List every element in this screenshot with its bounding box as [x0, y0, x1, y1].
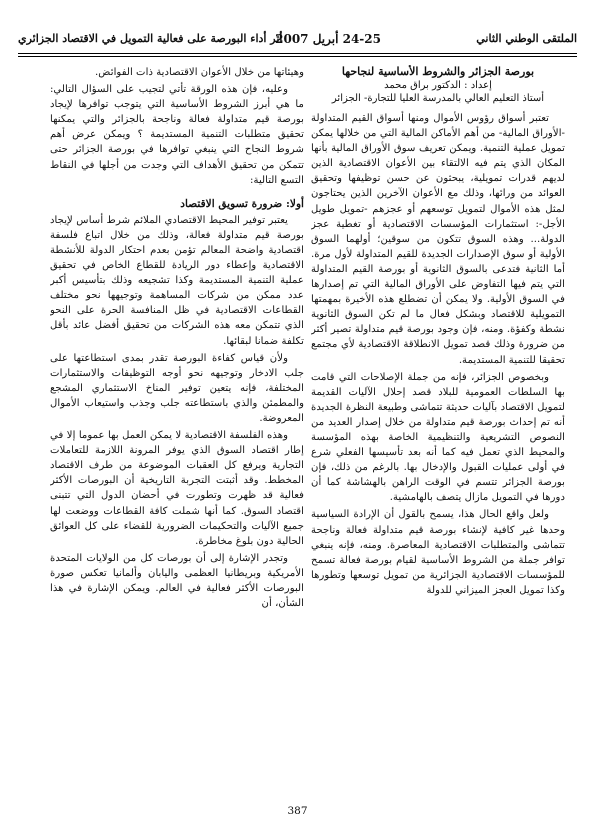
- header-date: 24-25 أبريل 2007: [275, 32, 381, 46]
- section-heading: أولا: ضرورة تسويق الاقتصاد: [180, 197, 304, 210]
- paragraph: يعتبر توفير المحيط الاقتصادي الملائم شرط أساس لإيجاد بورصة قيم متداولة فعالة، وذلك من خلال اتباع فلسفة اقتصادية واضحة المعالم تؤمن بعدم احتكار الدولة للأنشطة الاقتصادية وإعطاء دور الريادة للقطاع الخاص في تحقيق عملية التنمية المستديمة وكذا تشجيعه وذلك بتأسيس أكبر عدد ممكن من شركات المساهمة وتوجيهها نحو مختلف القطاعات الاقتصادية في ظل المنافسة الحرة على النحو الذي تتمكن معه هذه الشركات من تحقيق أفضل عائد بأقل تكلفة ضمانا لبقائها.: [50, 214, 304, 347]
- article-title: بورصة الجزائر والشروط الأساسية لنجاحها: [341, 65, 535, 78]
- header-topic: أثر أداء البورصة على فعالية التمويل في الاقتصاد الجزائري: [18, 32, 283, 45]
- author-line: إعداد : الدكتور براق محمد: [384, 80, 492, 91]
- right-column: [311, 65, 565, 825]
- left-column: [50, 65, 304, 825]
- paragraph: وهيئاتها من خلال الأعوان الاقتصادية ذات الفوائض.: [95, 67, 304, 78]
- paragraph: تعتبر أسواق رؤوس الأموال ومنها أسواق القيم المتداولة -الأوراق المالية- من أهم الأماكن المالية التي من خلالها يمكن تمويل عملية التنمية. ويمكن تعريف سوق الأوراق المالية بأنها المكان الذي يتم فيه الالتقاء بين الأعوان الاقتصادية الذين لديهم قدرات تمويلية، يبحثون عن حسن توظيفها وتحقيق العوائد من ورائها، وذلك مع الأعوان الآخرين الذين يحتاجون لمثل هذه الأموال لتمويل توسعهم أو عجزهم -تمويل طويل الأجل-: استثمارات المؤسسات الاقتصادية أو تغطية عجز الدولة... وهذه السوق تتكون من سوقين؛ أولهما السوق الأولية أو سوق الإصدارات الجديدة للقيم المتداولة لأول مرة. أما الثانية فتدعى بالسوق الثانوية أو بورصة القيم المتداولة التي يتم فيها التفاوض على الأوراق المالية التي تم إصدارها في السوق الأولية. ولا يمكن أن تضطلع هذه الأخيرة بمهمتها التمويلية للاقتصاد وبشكل فعال ما لم تكن السوق الثانوية نشطة وكفؤة. ومنه، فإن وجود بورصة قيم متداولة تصير أكثر من ضرورة وذلك قصد تمويل الانطلاقة الاقتصادية لأي مجتمع تحقيقا للتنمية المستديمة.: [311, 113, 565, 366]
- author-affiliation: أستاذ التعليم العالي بالمدرسة العليا للتجارة- الجزائر: [331, 93, 545, 104]
- page-number: 387: [287, 805, 308, 817]
- paragraph: ولأن قياس كفاءة البورصة تقدر بمدى استطاعتها على جلب الادخار وتوجيهه نحو أوجه التوظيفات والاستثمارات المختلفة، فإنه يتعين توفير المناخ الاستثماري المشجع والمطمئن والذي باستطاعته جلب وجذب واستيعاب الأموال المعروضة.: [50, 352, 304, 424]
- paragraph: ولعل واقع الحال هذا، يسمح بالقول أن الإرادة السياسية وحدها غير كافية لإنشاء بورصة قيم متداولة فعالة وناجحة تتماشى والمتطلبات الاقتصادية المعاصرة. ومنه، فإنه ينبغي توافر جملة من الشروط الأساسية لقيام بورصة فعالة تسمح للمؤسسات الاقتصادية الجزائرية من تمويل توسعها وتطورها وكذا تمويل العجز الميزاني للدولة: [311, 509, 565, 596]
- paragraph: وتجدر الإشارة إلى أن بورصات كل من الولايات المتحدة الأمريكية وبريطانيا العظمى واليابان وألمانيا تعكس صورة البورصات الأكثر فعالية في العالم. ويمكن الإشارة في هذا الشأن، أن: [50, 552, 304, 610]
- header-conference: الملتقى الوطني الثاني: [476, 32, 577, 45]
- running-header: [18, 30, 577, 50]
- paragraph: وهذه الفلسفة الاقتصادية لا يمكن العمل بها عموما إلا في إطار اقتصاد السوق الذي يوفر المرونة اللازمة للتعاملات التجارية ويرفع كل العقبات الموضوعة من طرف الاقتصاد المخطط. وقد أثبتت التجربة التاريخية أن البورصات الأكثر فعالية قد ظهرت وتطورت في أحضان الدول التي تتبنى اقتصاد السوق. كما أنها شملت كافة القطاعات ووضعت لها جميع الآليات والتحكيمات الضرورية للقضاء على كل العوائق الحالية دون بلوغ مخاطرة.: [50, 430, 304, 547]
- paragraph: وبخصوص الجزائر، فإنه من جملة الإصلاحات التي قامت بها السلطات العمومية للبلاد قصد إحلال الآليات القديمة لتمويل الاقتصاد بآليات حديثة تتماشى وطبيعة النظرة الجديدة أنه تم إحداث بورصة قيم متداولة من خلال إصدار العديد من النصوص التشريعية والتنظيمية الخاصة بهذه المؤسسة والمحيط الذي تعمل فيه كما أنه بعد تأسيسها الفعلي شرع في أولى عمليات القبول والإدخال بها. بالرغم من ذلك، فإن بورصة الجزائر تتسم في الوقت الراهن بالهشاشة كما أن دورها في التمويل مازال يتصف بالهامشية.: [311, 371, 565, 504]
- paragraph: وعليه، فإن هذه الورقة تأتي لتجيب على السؤال التالي: ما هي أبرز الشروط الأساسية التي يتوجب توافرها لإيجاد بورصة قيم متداولة فعالة وناجحة بالجزائر والتي يمكنها تحقيق متطلبات التنمية المستديمة ؟ ويمكن عرض أهم شروط النجاح التي ينبغي توافرها في بورصة الجزائر حتى تتمكن من تحقيق الأهداف التي وجدت من أجلها في النقاط التسع التالية:: [50, 84, 304, 186]
- header-rule: [18, 53, 577, 57]
